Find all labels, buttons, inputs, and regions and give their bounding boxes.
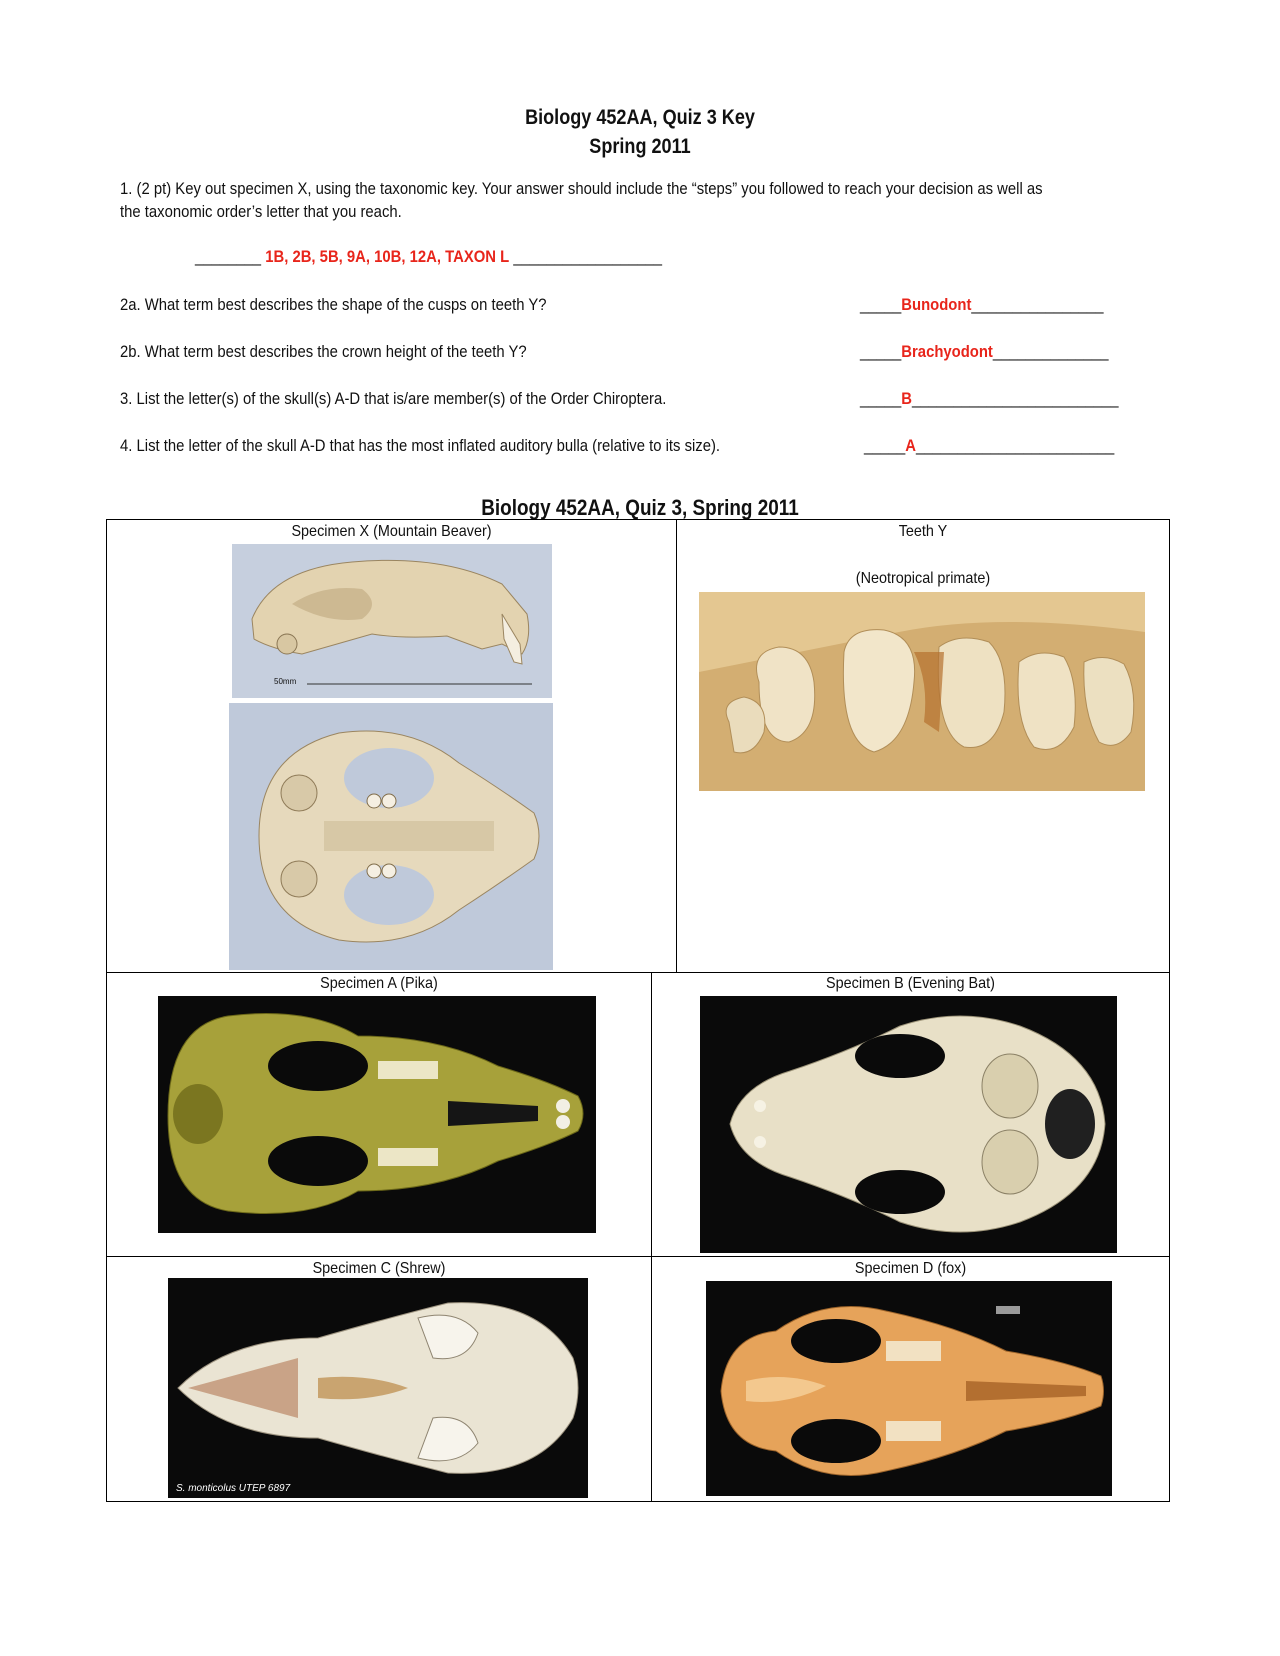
question-4-text: 4. List the letter of the skull A-D that has the most inflated auditory bulla (relative to its size). [120, 437, 721, 455]
question-3-text: 3. List the letter(s) of the skull(s) A-D that is/are member(s) of the Order Chiroptera. [120, 390, 667, 408]
teeth-y-photo [699, 592, 1145, 791]
specimen-c-tag: S. monticolus UTEP 6897 [176, 1483, 291, 1494]
question-4-answer-line [864, 437, 1114, 456]
answer-blank: _____ [860, 343, 902, 361]
question-4-answer: A [905, 437, 917, 455]
specimen-x-ventral-photo [229, 703, 553, 970]
question-3-answer-line [860, 390, 1119, 409]
question-2b-text: 2b. What term best describes the crown height of the teeth Y? [120, 343, 527, 361]
answer-blank: _____ [864, 437, 906, 455]
specimen-d-caption: Specimen D (fox) [854, 1260, 967, 1277]
answer-blank: ______________ [992, 343, 1109, 361]
answer-blank: ________ [195, 248, 262, 266]
specimen-x-lateral-photo [232, 544, 552, 698]
answer-blank: ________________ [971, 296, 1104, 314]
specimen-x-caption: Specimen X (Mountain Beaver) [291, 523, 492, 540]
specimen-b-photo [700, 996, 1117, 1253]
question-2b-answer-line [860, 343, 1109, 362]
specimen-c-caption: Specimen C (Shrew) [312, 1260, 446, 1277]
specimen-a-caption: Specimen A (Pika) [320, 975, 438, 992]
answer-blank: ________________________ [916, 437, 1115, 455]
question-2a-text: 2a. What term best describes the shape of the cusps on teeth Y? [120, 296, 547, 314]
specimen-b-caption: Specimen B (Evening Bat) [826, 975, 995, 992]
teeth-y-subcaption: (Neotropical primate) [855, 570, 991, 587]
page-subtitle: Spring 2011 [589, 135, 691, 158]
specimen-c-photo [168, 1278, 588, 1498]
answer-blank: _________________________ [912, 390, 1119, 408]
answer-blank: __________________ [513, 248, 663, 266]
question-1-answer-line [195, 248, 662, 267]
specimen-a-photo [158, 996, 596, 1233]
scale-label: 50mm [274, 677, 297, 686]
question-3-answer: B [901, 390, 913, 408]
question-2a-answer-line [860, 296, 1104, 315]
answer-blank: _____ [860, 390, 902, 408]
page-title: Biology 452AA, Quiz 3 Key [525, 106, 755, 129]
teeth-y-caption: Teeth Y [898, 523, 948, 540]
quiz-title: Biology 452AA, Quiz 3, Spring 2011 [481, 495, 799, 520]
question-1-answer: 1B, 2B, 5B, 9A, 10B, 12A, TAXON L [265, 248, 510, 266]
answer-blank: _____ [860, 296, 902, 314]
question-2a-answer: Bunodont [901, 296, 972, 314]
question-1-text: 1. (2 pt) Key out specimen X, using the taxonomic key. Your answer should include the “steps” you followed to reach your decision as well as the taxonomic order’s letter that you reach. [120, 180, 1043, 221]
question-2b-answer: Brachyodont [901, 343, 993, 361]
specimen-d-photo [706, 1281, 1112, 1496]
